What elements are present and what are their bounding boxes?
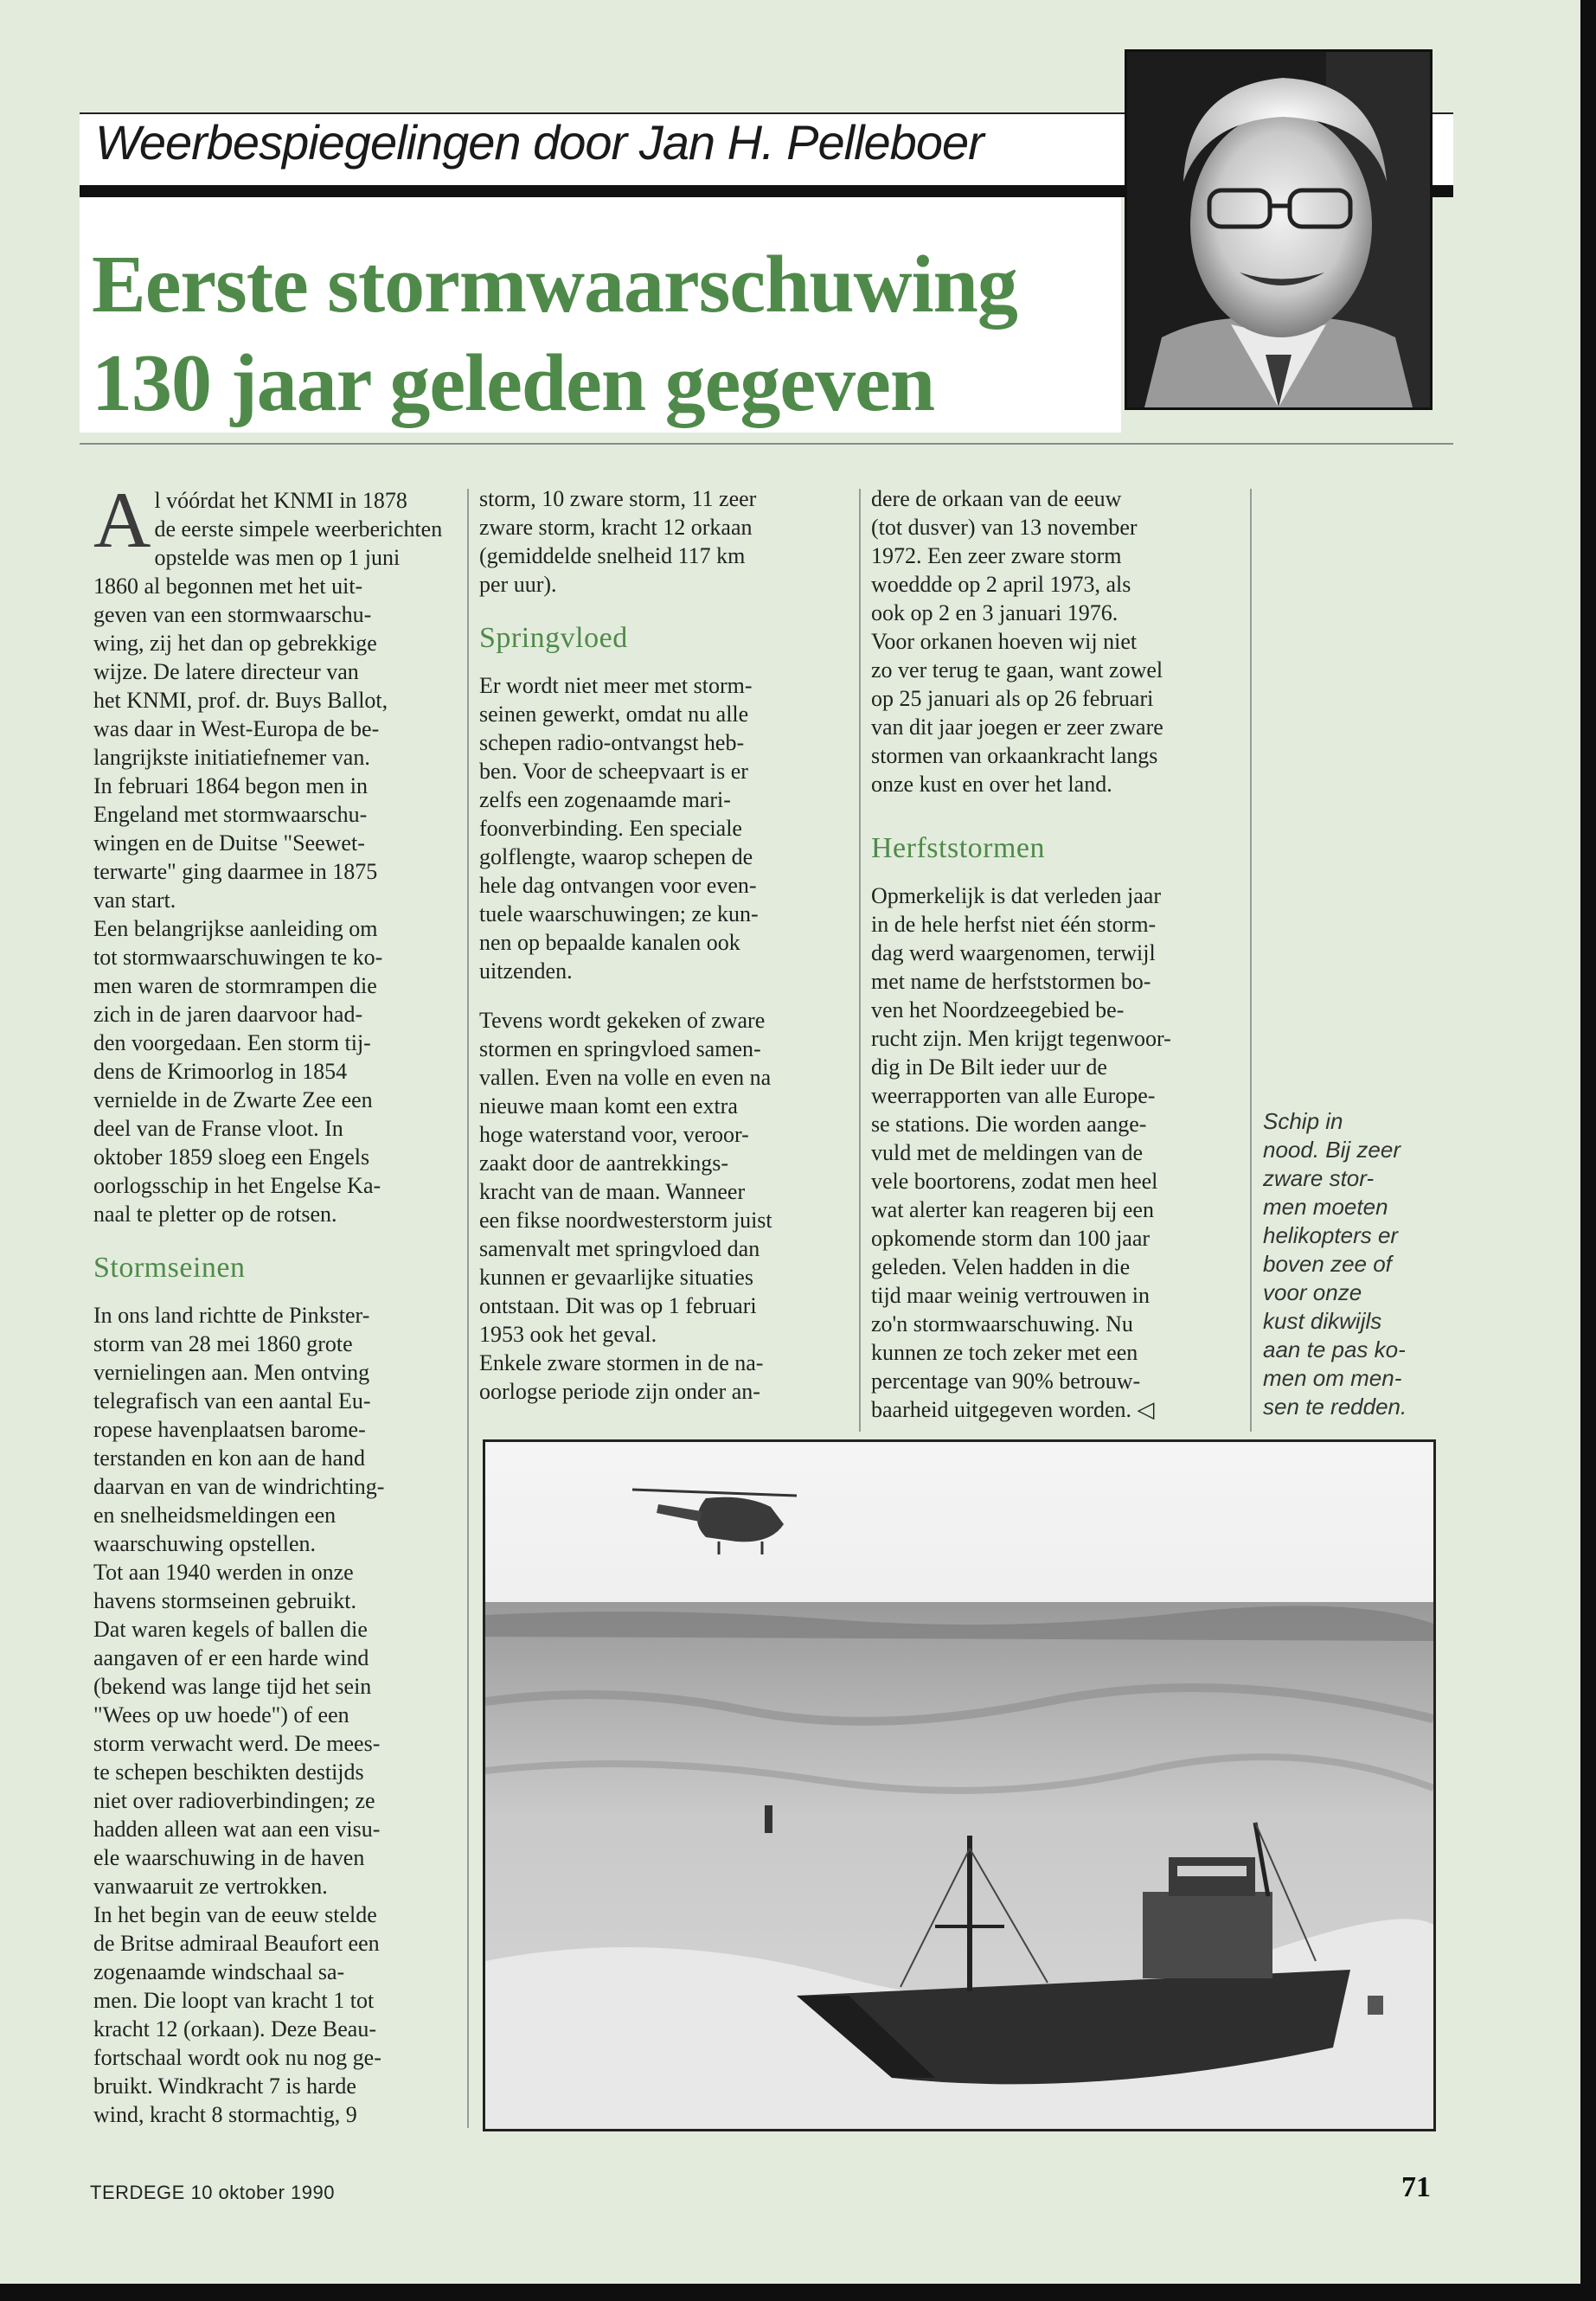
headline — [92, 235, 1017, 433]
winched-person — [765, 1805, 772, 1833]
portrait-illustration — [1127, 52, 1430, 407]
ship-in-distress-photo — [483, 1439, 1436, 2131]
subhead-springvloed: Springvloed — [479, 622, 628, 654]
stormseinen-paragraph: In ons land richtte de Pinkster- storm van 28 mei 1860 grote vernielingen aan. Men ontving telegrafisch van een aantal Eu- ropese havenplaatsen barome- terstanden en kon aan de hand daarvan en van de windrichting- en snelheidsmeldingen een waarschuwing opstellen. Tot aan 1940 werden in onze havens stormseinen gebruikt. Dat waren kegels of ballen die aangaven of er een harde wind (bekend was lange tijd het sein "Wees op uw hoede") of een storm verwacht werd. De mees- te schepen beschikten destijds niet over radioverbindingen; ze hadden alleen wat aan een visu- ele waarschuwing in de haven vanwaaruit ze vertrokken. In het begin van de eeuw stelde de Britse admiraal Beaufort een zogenaamde windschaal sa- men. Die loopt van kracht 1 tot kracht 12 (orkaan). Deze Beau- fortschaal wordt ook nu nog ge- bruikt. Windkracht 7 is harde wind, kracht 8 stormachtig, 9 — [93, 1303, 385, 2127]
column-rule-3 — [1250, 489, 1252, 1432]
headline-line-1: Eerste stormwaarschuwing — [92, 240, 1017, 330]
beaufort-continuation: storm, 10 zware storm, 11 zeer zware storm, kracht 12 orkaan (gemiddelde snelheid 117 km per uur). — [479, 486, 757, 597]
column-1 — [93, 476, 455, 2129]
column-rule-2 — [859, 489, 861, 1432]
scan-edge-right — [1580, 0, 1596, 2301]
subhead-herfststormen: Herfststormen — [871, 832, 1046, 864]
springvloed-paragraph-1: Er wordt niet meer met storm- seinen gewerkt, omdat nu alle schepen radio-ontvangst heb- ben. Voor de scheepvaart is er zelfs een zogenaamde mari- foonverbinding. Een speciale golflengte, waarop schepen de hele dag ontvangen voor even- tuele waarschuwingen; ze kun- nen op bepaalde kanalen ook uitzenden. — [479, 673, 759, 984]
photo-caption: Schip in nood. Bij zeer zware stor- men moeten helikopters er boven zee of voor onze kust dikwijls aan te pas ko- men om men- sen te redden. — [1263, 1108, 1407, 1420]
drop-cap: A — [93, 476, 151, 564]
headline-line-2: 130 jaar geleden gegeven — [92, 338, 935, 428]
series-title: Weerbespiegelingen door Jan H. Pelleboer — [95, 115, 984, 170]
paragraph-gap — [479, 985, 849, 1006]
orkaan-paragraph: dere de orkaan van de eeuw (tot dusver) van 13 november 1972. Een zeer zware storm woeddde op 2 april 1973, als ook op 2 en 3 januari 1976. Voor orkanen hoeven wij niet zo ver terug te gaan, want zowel op 25 januari als op 26 februari van dit jaar joegen er zeer zware stormen van orkaankracht langs onze kust en over het land. — [871, 486, 1163, 797]
column-rule-1 — [467, 489, 469, 2128]
page-number: 71 — [1401, 2171, 1431, 2203]
springvloed-paragraph-2: Tevens wordt gekeken of zware stormen en springvloed samen- vallen. Even na volle en even na nieuwe maan komt een extra hoge waterstand voor, veroor- zaakt door de aantrekkings- kracht van de maan. Wanneer een fikse noordwesterstorm juist samenvalt met springvloed dan kunnen er gevaarlijke situaties ontstaan. Dit was op 1 februari 1953 ook het geval. Enkele zware stormen in de na- oorlogse periode zijn onder an- — [479, 1008, 772, 1404]
intro-paragraph: A l vóórdat het KNMI in 1878 de eerste simpele weerberichten opstelde was men op 1 juni 1860 al begonnen met het uit- geven van een stormwaarschu- wing, zij het dan op gebrekkige wijze. De latere directeur van het KNMI, prof. dr. Buys Ballot, was daar in West-Europa de be- langrijkste initiatiefnemer van. In februari 1864 begon men in Engeland met stormwaarschu- wingen en de Duitse "Seewet- terwarte" ging daarmee in 1875 van start. Een belangrijkse aanleiding om tot stormwaarschuwingen te ko- men waren de stormrampen die zich in de jaren daarvoor had- den voorgedaan. Een storm tij- dens de Krimoorlog in 1854 vernielde in de Zwarte Zee een deel van de Franse vloot. In oktober 1859 sloeg een Engels oorlogsschip in het Engelse Ka- naal te pletter op de rotsen. — [93, 476, 443, 1227]
author-portrait — [1125, 49, 1433, 410]
publication-footer: TERDEGE 10 oktober 1990 — [90, 2182, 335, 2203]
herfststormen-paragraph: Opmerkelijk is dat verleden jaar in de hele herfst niet één storm- dag werd waargenomen, terwijl met name de herfststormen bo- ven het Noordzeegebied be- rucht zijn. Men krijgt tegenwoor- dig in De Bilt ieder uur de weerrapporten van alle Europe- se stations. Die worden aange- vuld met de meldingen van de vele boortorens, zodat men heel wat alerter kan reageren bij een opkomende storm dan 100 jaar geleden. Velen hadden in die tijd maar weinig vertrouwen in zo'n stormwaarschuwing. Nu kunnen ze toch zeker met een percentage van 90% betrouw- baarheid uitgegeven worden. ◁ — [871, 883, 1171, 1422]
scan-edge-bottom — [0, 2284, 1596, 2301]
column-2 — [479, 484, 849, 1406]
header-rule — [80, 443, 1453, 445]
subhead-stormseinen: Stormseinen — [93, 1252, 246, 1284]
column-3 — [871, 484, 1240, 1424]
ship-photo-illustration — [485, 1442, 1433, 2129]
